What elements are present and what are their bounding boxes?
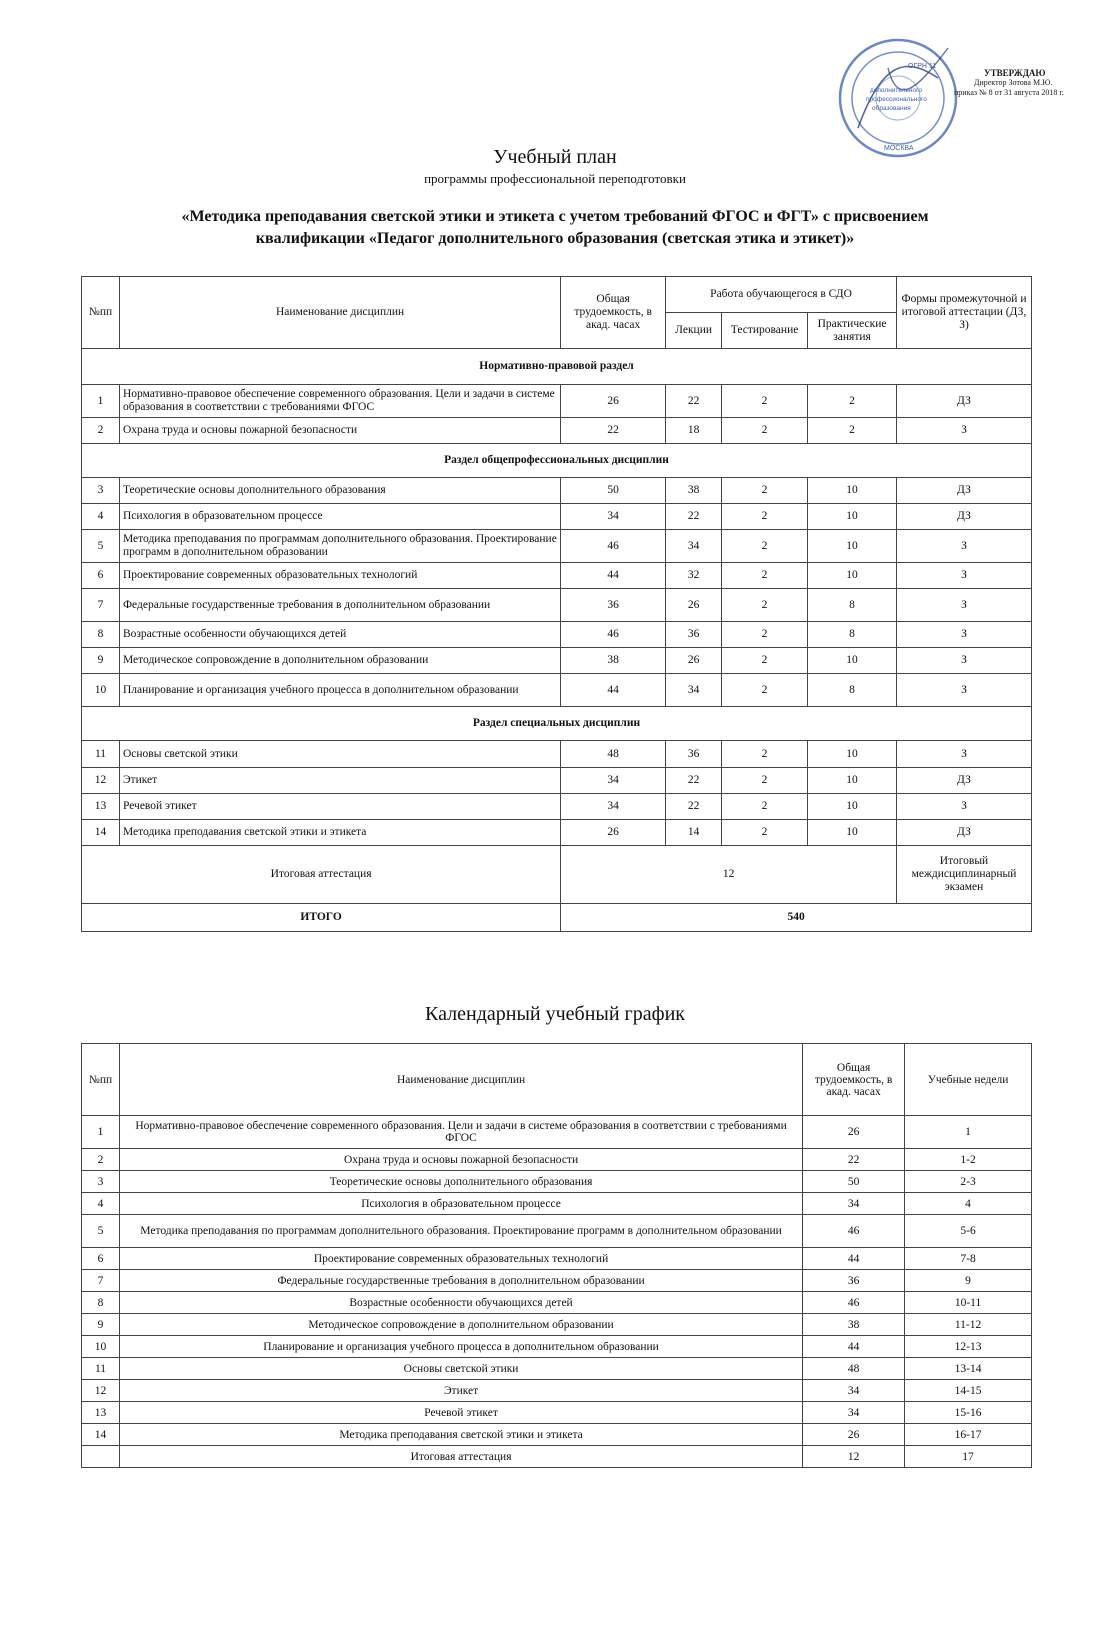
row-number: 10 [82,674,120,707]
total-hours: 34 [561,768,666,794]
row-number: 1 [82,1116,120,1149]
practice-hours: 2 [808,418,897,444]
table-row [82,1292,1032,1314]
table-row [82,1171,1032,1193]
discipline-name: Нормативно-правовое обеспечение современного образования. Цели и задачи в системе образования в соответствии с требованиями ФГОС [119,1116,802,1149]
total-hours: 46 [561,622,666,648]
lecture-hours: 22 [666,794,722,820]
study-weeks: 14-15 [905,1380,1032,1402]
cal-header-total: Общая трудоемкость, в акад. часах [803,1044,905,1116]
table-row [82,1149,1032,1171]
calendar-body [82,1116,1032,1468]
testing-hours: 2 [722,768,808,794]
total-hours: 46 [803,1292,905,1314]
lecture-hours: 22 [666,768,722,794]
header-forms: Формы промежуточной и итоговой аттестации (ДЗ, З) [897,277,1032,349]
total-hours: 34 [561,504,666,530]
practice-hours: 10 [808,478,897,504]
table-row [82,768,1032,794]
lecture-hours: 18 [666,418,722,444]
approve-person: Директор Зотова М.Ю. [974,78,1053,87]
row-number [82,1446,120,1468]
testing-hours: 2 [722,418,808,444]
approve-title: УТВЕРЖДАЮ [984,68,1046,78]
study-weeks: 1-2 [905,1149,1032,1171]
table-row [82,1424,1032,1446]
lecture-hours: 32 [666,563,722,589]
svg-text:МОСКВА: МОСКВА [884,145,914,152]
total-hours: 34 [561,794,666,820]
section-title: Раздел специальных дисциплин [82,707,1032,741]
discipline-name: Речевой этикет [119,1402,802,1424]
practice-hours: 8 [808,674,897,707]
row-number: 5 [82,530,120,563]
assessment-form: ДЗ [897,820,1032,846]
assessment-form: З [897,589,1032,622]
row-number: 12 [82,1380,120,1402]
study-weeks: 10-11 [905,1292,1032,1314]
row-number: 1 [82,385,120,418]
discipline-name: Методическое сопровождение в дополнительном образовании [119,1314,802,1336]
discipline-name: Психология в образовательном процессе [119,504,560,530]
section-row [82,707,1032,741]
discipline-name: Основы светской этики [119,1358,802,1380]
discipline-name: Методическое сопровождение в дополнительном образовании [119,648,560,674]
assessment-form: ДЗ [897,768,1032,794]
row-number: 14 [82,820,120,846]
row-number: 2 [82,418,120,444]
study-weeks: 17 [905,1446,1032,1468]
row-number: 7 [82,589,120,622]
discipline-name: Основы светской этики [119,741,560,768]
table-row [82,1314,1032,1336]
study-weeks: 2-3 [905,1171,1032,1193]
section-title: Раздел общепрофессиональных дисциплин [82,444,1032,478]
lecture-hours: 22 [666,385,722,418]
header-lectures: Лекции [666,313,722,349]
testing-hours: 2 [722,589,808,622]
final-hours: 12 [561,846,897,904]
total-hours: 22 [561,418,666,444]
study-weeks: 1 [905,1116,1032,1149]
doc-title: Учебный план [493,146,617,168]
svg-text:образования: образования [872,105,911,112]
row-number: 11 [82,741,120,768]
discipline-name: Планирование и организация учебного процесса в дополнительном образовании [119,1336,802,1358]
discipline-name: Методика преподавания светской этики и этикета [119,1424,802,1446]
study-plan-table [81,276,1032,932]
table-row [82,648,1032,674]
program-line-1: «Методика преподавания светской этики и этикета с учетом требований ФГОС и ФГТ» с присвоением [181,208,929,225]
discipline-name: Проектирование современных образовательных технологий [119,1248,802,1270]
row-number: 8 [82,1292,120,1314]
row-number: 4 [82,504,120,530]
discipline-name: Возрастные особенности обучающихся детей [119,622,560,648]
row-number: 5 [82,1215,120,1248]
row-number: 13 [82,1402,120,1424]
testing-hours: 2 [722,674,808,707]
table-row [82,478,1032,504]
table-row [82,1446,1032,1468]
header-testing: Тестирование [722,313,808,349]
discipline-name: Методика преподавания по программам дополнительного образования. Проектирование программ в дополнительном образовании [119,530,560,563]
total-hours: 26 [803,1424,905,1446]
testing-hours: 2 [722,563,808,589]
row-number: 14 [82,1424,120,1446]
assessment-form: З [897,530,1032,563]
total-label: ИТОГО [82,904,561,932]
testing-hours: 2 [722,530,808,563]
total-hours: 50 [561,478,666,504]
total-hours: 44 [803,1248,905,1270]
testing-hours: 2 [722,741,808,768]
table-row [82,1380,1032,1402]
total-hours-sum: 540 [561,904,1032,932]
study-weeks: 5-6 [905,1215,1032,1248]
discipline-name: Этикет [119,1380,802,1402]
table-row [82,418,1032,444]
section-title: Нормативно-правовой раздел [82,349,1032,385]
row-number: 10 [82,1336,120,1358]
row-number: 3 [82,1171,120,1193]
testing-hours: 2 [722,794,808,820]
table-row [82,530,1032,563]
lecture-hours: 26 [666,589,722,622]
assessment-form: ДЗ [897,504,1032,530]
section-row [82,349,1032,385]
study-weeks: 9 [905,1270,1032,1292]
approval-text [948,68,1064,98]
table-row [82,589,1032,622]
row-number: 9 [82,1314,120,1336]
study-weeks: 11-12 [905,1314,1032,1336]
cal-header-weeks: Учебные недели [905,1044,1032,1116]
discipline-name: Речевой этикет [119,794,560,820]
svg-text:профессионального: профессионального [866,96,927,103]
practice-hours: 10 [808,741,897,768]
total-hours: 44 [561,563,666,589]
table-row [82,504,1032,530]
table-row [82,385,1032,418]
assessment-form: З [897,563,1032,589]
table-row [82,674,1032,707]
table-row [82,1215,1032,1248]
lecture-hours: 38 [666,478,722,504]
assessment-form: З [897,622,1032,648]
row-number: 4 [82,1193,120,1215]
header-work: Работа обучающегося в СДО [666,277,897,313]
discipline-name: Охрана труда и основы пожарной безопасности [119,1149,802,1171]
practice-hours: 8 [808,589,897,622]
discipline-name: Нормативно-правовое обеспечение современного образования. Цели и задачи в системе образования в соответствии с требованиями ФГОС [119,385,560,418]
section-row [82,444,1032,478]
assessment-form: ДЗ [897,478,1032,504]
testing-hours: 2 [722,385,808,418]
row-number: 9 [82,648,120,674]
cal-header-name: Наименование дисциплин [119,1044,802,1116]
header-name: Наименование дисциплин [119,277,560,349]
study-weeks: 7-8 [905,1248,1032,1270]
svg-text:дополнительного: дополнительного [870,87,922,94]
program-name [0,206,1110,250]
discipline-name: Психология в образовательном процессе [119,1193,802,1215]
final-form: Итоговый междисциплинарный экзамен [897,846,1032,904]
assessment-form: З [897,741,1032,768]
total-hours: 12 [803,1446,905,1468]
table-row [82,794,1032,820]
discipline-name: Этикет [119,768,560,794]
table-row [82,741,1032,768]
approve-order: приказ № 8 от 31 августа 2018 г. [954,88,1064,97]
study-weeks: 4 [905,1193,1032,1215]
assessment-form: З [897,674,1032,707]
total-row [82,904,1032,932]
testing-hours: 2 [722,648,808,674]
row-number: 6 [82,1248,120,1270]
discipline-name: Теоретические основы дополнительного образования [119,478,560,504]
total-hours: 34 [803,1402,905,1424]
practice-hours: 10 [808,648,897,674]
doc-subtitle: программы профессиональной переподготовки [424,171,686,186]
assessment-form: З [897,648,1032,674]
total-hours: 44 [803,1336,905,1358]
calendar-table [81,1043,1032,1468]
study-weeks: 15-16 [905,1402,1032,1424]
row-number: 12 [82,768,120,794]
table-row [82,1270,1032,1292]
lecture-hours: 26 [666,648,722,674]
lecture-hours: 34 [666,530,722,563]
svg-text:ОГРН 11: ОГРН 11 [908,63,937,70]
total-hours: 22 [803,1149,905,1171]
table-row [82,563,1032,589]
practice-hours: 10 [808,794,897,820]
practice-hours: 10 [808,504,897,530]
lecture-hours: 34 [666,674,722,707]
practice-hours: 8 [808,622,897,648]
row-number: 8 [82,622,120,648]
table-row [82,622,1032,648]
row-number: 6 [82,563,120,589]
total-hours: 48 [561,741,666,768]
discipline-name: Теоретические основы дополнительного образования [119,1171,802,1193]
row-number: 2 [82,1149,120,1171]
discipline-name: Проектирование современных образовательных технологий [119,563,560,589]
lecture-hours: 36 [666,741,722,768]
lecture-hours: 36 [666,622,722,648]
study-weeks: 13-14 [905,1358,1032,1380]
total-hours: 46 [803,1215,905,1248]
total-hours: 34 [803,1380,905,1402]
header-practice: Практические занятия [808,313,897,349]
practice-hours: 10 [808,820,897,846]
total-hours: 46 [561,530,666,563]
total-hours: 38 [803,1314,905,1336]
header-total: Общая трудоемкость, в акад. часах [561,277,666,349]
total-hours: 36 [561,589,666,622]
total-hours: 50 [803,1171,905,1193]
total-hours: 48 [803,1358,905,1380]
total-hours: 38 [561,648,666,674]
table-row [82,1358,1032,1380]
lecture-hours: 14 [666,820,722,846]
program-line-2: квалификации «Педагог дополнительного образования (светская этика и этикет)» [255,230,855,247]
table-row [82,1248,1032,1270]
table-row [82,1116,1032,1149]
discipline-name: Федеральные государственные требования в дополнительном образовании [119,1270,802,1292]
discipline-name: Федеральные государственные требования в дополнительном образовании [119,589,560,622]
row-number: 3 [82,478,120,504]
study-plan-body [82,349,1032,932]
total-hours: 36 [803,1270,905,1292]
practice-hours: 10 [808,768,897,794]
assessment-form: З [897,418,1032,444]
discipline-name: Итоговая аттестация [119,1446,802,1468]
practice-hours: 10 [808,563,897,589]
table-row [82,1193,1032,1215]
assessment-form: ДЗ [897,385,1032,418]
row-number: 7 [82,1270,120,1292]
discipline-name: Охрана труда и основы пожарной безопасности [119,418,560,444]
lecture-hours: 22 [666,504,722,530]
final-label: Итоговая аттестация [82,846,561,904]
table-row [82,1336,1032,1358]
calendar-title: Календарный учебный график [425,1003,685,1025]
discipline-name: Возрастные особенности обучающихся детей [119,1292,802,1314]
discipline-name: Методика преподавания светской этики и этикета [119,820,560,846]
practice-hours: 2 [808,385,897,418]
table-row [82,820,1032,846]
total-hours: 34 [803,1193,905,1215]
assessment-form: З [897,794,1032,820]
table-row [82,1402,1032,1424]
study-weeks: 12-13 [905,1336,1032,1358]
study-weeks: 16-17 [905,1424,1032,1446]
testing-hours: 2 [722,622,808,648]
discipline-name: Методика преподавания по программам дополнительного образования. Проектирование программ в дополнительном образовании [119,1215,802,1248]
testing-hours: 2 [722,504,808,530]
total-hours: 26 [561,385,666,418]
cal-header-num: №пп [82,1044,120,1116]
row-number: 11 [82,1358,120,1380]
total-hours: 26 [561,820,666,846]
header-num: №пп [82,277,120,349]
total-hours: 44 [561,674,666,707]
testing-hours: 2 [722,478,808,504]
final-attestation-row [82,846,1032,904]
testing-hours: 2 [722,820,808,846]
practice-hours: 10 [808,530,897,563]
total-hours: 26 [803,1116,905,1149]
discipline-name: Планирование и организация учебного процесса в дополнительном образовании [119,674,560,707]
row-number: 13 [82,794,120,820]
